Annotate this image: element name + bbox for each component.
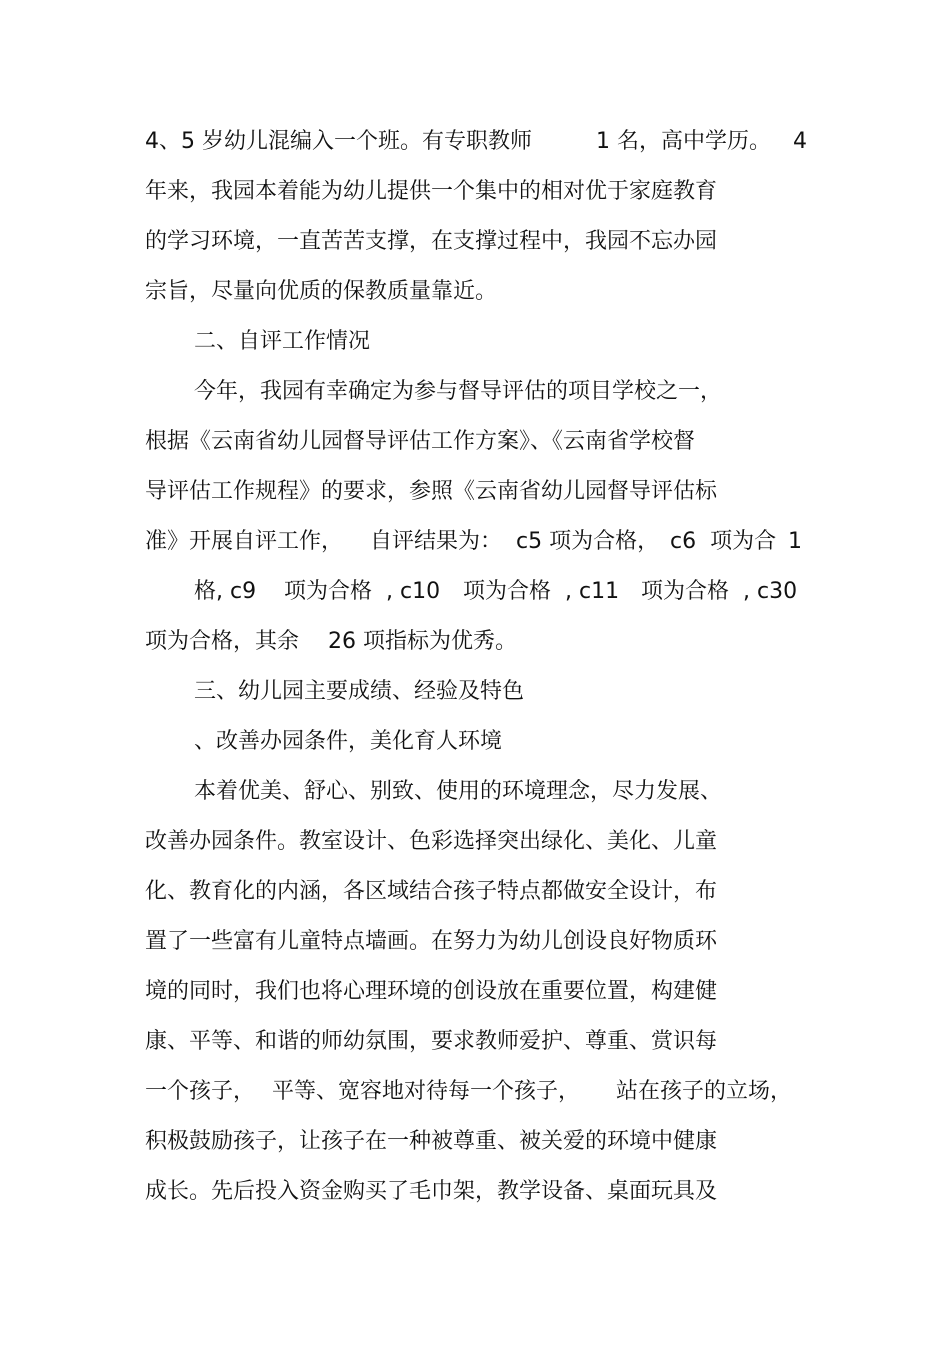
text-line: 成长。先后投入资金购买了毛巾架，教学设备、桌面玩具及 [145,1179,718,1204]
text-line: 1 名，高中学历。 [596,129,771,154]
text-line: 改善办园条件。教室设计、色彩选择突出绿化、美化、儿童 [145,829,718,854]
text-line: 境的同时，我们也将心理环境的创设放在重要位置，构建健 [145,979,718,1004]
text-line: c6 项为合 [670,529,777,554]
subsection-heading: 、改善办园条件，美化育人环境 [194,729,503,754]
text-line: 准》开展自评工作， [145,529,344,554]
text-line: 站在孩子的立场， [616,1079,793,1104]
section-heading: 三、幼儿园主要成绩、经验及特色 [194,679,525,704]
text-line: 26 项指标为优秀。 [328,629,517,654]
text-line: 项为合格 , c11 [463,579,620,604]
text-line: 的学习环境，一直苦苦支撑，在支撑过程中，我园不忘办园 [145,229,718,254]
text-line: 导评估工作规程》的要求，参照《云南省幼儿园督导评估标 [145,479,718,504]
text-line: c5 项为合格， [516,529,660,554]
text-line: 化、教育化的内涵，各区域结合孩子特点都做安全设计，布 [145,879,718,904]
text-line: 本着优美、舒心、别致、使用的环境理念，尽力发展、 [194,779,723,804]
text-line: 项为合格 , c30 [641,579,798,604]
text-line: 根据《云南省幼儿园督导评估工作方案》、《云南省学校督 [145,429,696,454]
text-line: 康、平等、和谐的师幼氛围，要求教师爱护、尊重、赏识每 [145,1029,718,1054]
text-line: 平等、宽容地对待每一个孩子， [272,1079,581,1104]
text-line: 项为合格 , c10 [284,579,441,604]
text-line: 格, c9 [194,579,257,604]
text-line: 4 [793,129,807,154]
text-line: 今年，我园有幸确定为参与督导评估的项目学校之一， [194,379,723,404]
section-heading: 二、自评工作情况 [194,329,371,354]
text-line: 4、5 岁幼儿混编入一个班。有专职教师 [145,129,532,154]
text-line: 自评结果为： [370,529,503,554]
text-line: 1 [788,529,802,554]
text-line: 宗旨，尽量向优质的保教质量靠近。 [145,279,498,304]
text-line: 置了一些富有儿童特点墙画。在努力为幼儿创设良好物质环 [145,929,718,954]
text-line: 年来，我园本着能为幼儿提供一个集中的相对优于家庭教育 [145,179,718,204]
text-line: 积极鼓励孩子，让孩子在一种被尊重、被关爱的环境中健康 [145,1129,718,1154]
text-line: 一个孩子， [145,1079,256,1104]
text-line: 项为合格，其余 [145,629,300,654]
